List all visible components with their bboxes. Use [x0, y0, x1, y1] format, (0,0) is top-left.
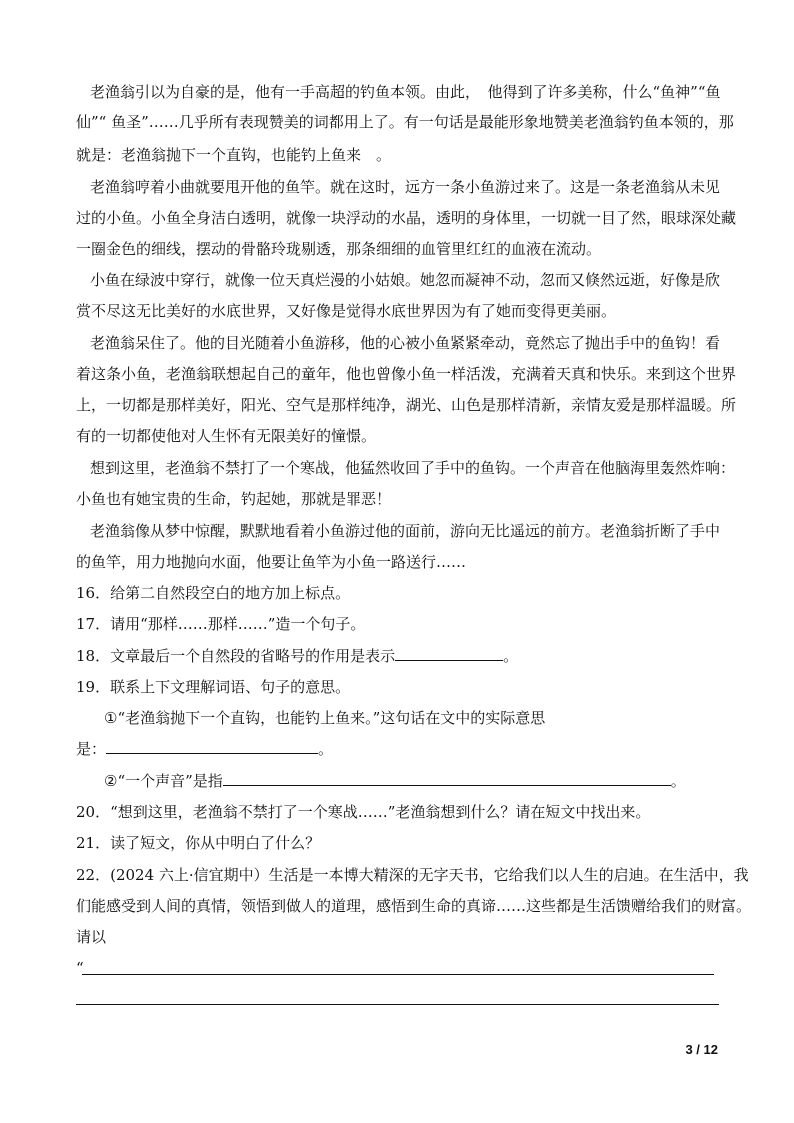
p1-line-1: 老渔翁引以为自豪的是，他有一手高超的钓鱼本领。由此， 他得到了许多美称，什么“鱼神”“鱼 — [90, 83, 721, 101]
p5-line-1: 想到这里，老渔翁不禁打了一个寒战，他猛然收回了手中的鱼钩。一个声音在他脑海里轰然炸响： — [90, 459, 736, 477]
question-16: 16．给第二自然段空白的地方加上标点。 — [76, 584, 351, 602]
question-22-line-3: 请以 — [76, 928, 107, 946]
p1-line-2: 仙”“ 鱼圣”……几乎所有表现赞美的词都用上了。有一句话是最能形象地赞美老渔翁钓鱼本领的，那 — [76, 113, 734, 131]
p2-line-1: 老渔翁哼着小曲就要甩开他的鱼竿。就在这时，远方一条小鱼游过来了。这是一条老渔翁从未见 — [90, 178, 721, 196]
title-quote-mark: “ — [76, 959, 84, 977]
p1-line-3: 就是：老渔翁抛下一个直钩，也能钓上鱼来 。 — [76, 146, 392, 164]
page-number: 3 / 12 — [685, 1042, 718, 1057]
circled-two-mark: ② — [104, 772, 118, 790]
question-21: 21．读了短文，你从中明白了什么？ — [76, 834, 321, 852]
question-19-1-answer — [76, 739, 333, 759]
question-19-2 — [104, 771, 686, 791]
answer-blank-19-2[interactable] — [223, 771, 671, 786]
question-18-text: 18．文章最后一个自然段的省略号的作用是表示 — [76, 647, 396, 665]
p2-line-2: 过的小鱼。小鱼全身洁白透明，就像一块浮动的水晶，透明的身体里，一切就一目了然，眼球深处藏 — [76, 209, 737, 227]
question-22-line-2: 们能感受到人间的真情，领悟到做人的道理，感悟到生命的真谛……这些都是生活馈赠给我们的财富。 — [76, 897, 752, 915]
p5-line-2: 小鱼也有她宝贵的生命，钓起她，那就是罪恶！ — [76, 490, 392, 508]
question-22-line-1: 22．(2024 六上·信宜期中）生活是一本博大精深的无字天书，它给我们以人生的启迪。在生活中，我 — [76, 866, 749, 884]
answer-line-22-body[interactable] — [76, 1004, 719, 1005]
question-20: 20．“想到这里，老渔翁不禁打了一个寒战……”老渔翁想到什么？请在短文中找出来。 — [76, 803, 651, 821]
p4-line-1: 老渔翁呆住了。他的目光随着小鱼游移，他的心被小鱼紧紧牵动，竟然忘了抛出手中的鱼钩！看 — [90, 334, 721, 352]
p3-line-1: 小鱼在绿波中穿行，就像一位天真烂漫的小姑娘。她忽而凝神不动，忽而又倏然远逝，好像是欣 — [90, 271, 721, 289]
p3-line-2: 赏不尽这无比美好的水底世界，又好像是觉得水底世界因为有了她而变得更美丽。 — [76, 302, 617, 320]
p4-line-3: 上，一切都是那样美好，阳光、空气是那样纯净，湖光、山色是那样清新，亲情友爱是那样温暖。所 — [76, 396, 737, 414]
answer-blank-18[interactable] — [395, 646, 503, 661]
question-17: 17．请用“那样……那样……”造一个句子。 — [76, 615, 366, 633]
question-19-2-end: 。 — [670, 772, 686, 790]
question-19-2-text: “一个声音”是指 — [117, 772, 223, 790]
answer-blank-19-1[interactable] — [106, 739, 318, 754]
p6-line-2: 的鱼竿，用力地抛向水面，他要让鱼竿为小鱼一路送行…… — [76, 553, 467, 571]
p6-line-1: 老渔翁像从梦中惊醒，默默地看着小鱼游过他的面前，游向无比遥远的前方。老渔翁折断了手中 — [90, 522, 721, 540]
p2-line-3: 一圈金色的细线，摆动的骨骼玲珑剔透，那条细细的血管里红红的血液在流动。 — [76, 240, 602, 258]
question-19-1-text: “老渔翁抛下一个直钩，也能钓上鱼来。”这句话在文中的实际意思 — [117, 709, 546, 727]
question-19-1 — [104, 708, 545, 728]
question-19-1-prefix: 是： — [76, 740, 107, 758]
question-18-end: 。 — [503, 647, 519, 665]
circled-one-mark: ① — [104, 709, 118, 727]
answer-line-22-title[interactable] — [82, 974, 714, 975]
p4-line-4: 有的一切都使他对人生怀有无限美好的憧憬。 — [76, 427, 377, 445]
question-18 — [76, 646, 518, 666]
p4-line-2: 着这条小鱼，老渔翁联想起自己的童年，他也曾像小鱼一样活泼，充满着天真和快乐。来到这个世界 — [76, 365, 737, 383]
question-19-1-end: 。 — [318, 740, 334, 758]
question-19: 19．联系上下文理解词语、句子的意思。 — [76, 678, 351, 696]
